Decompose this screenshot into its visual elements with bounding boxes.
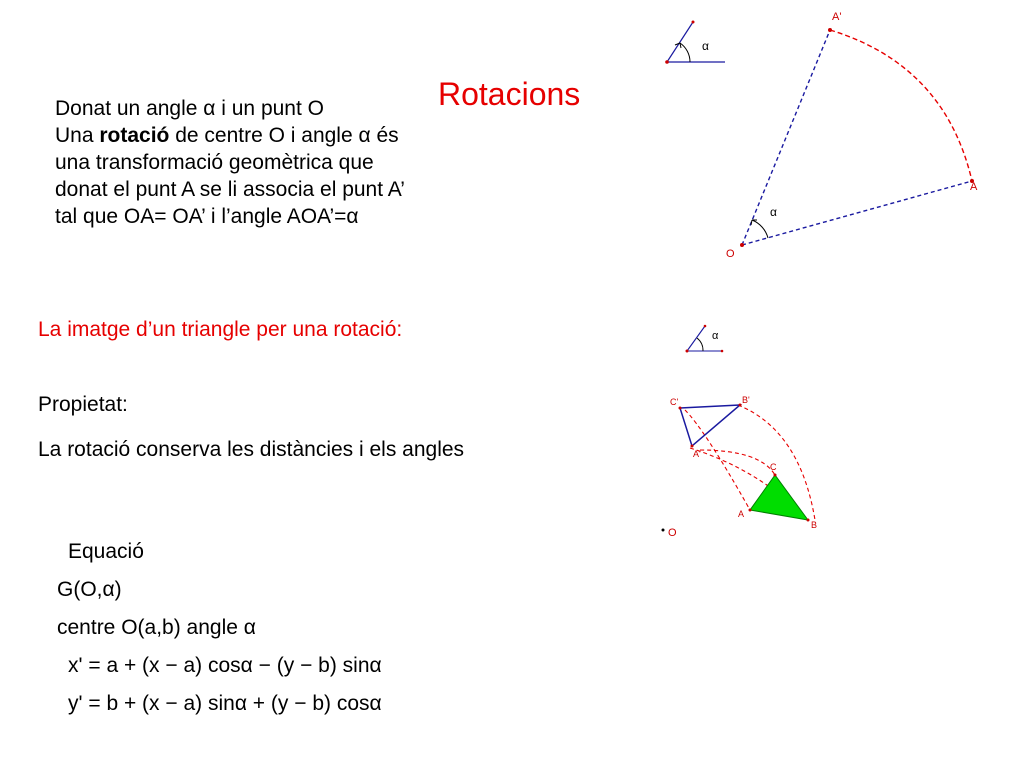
alpha-label-ref: α	[702, 39, 709, 53]
alpha-label-O: α	[770, 205, 777, 219]
equation-heading: Equació	[68, 540, 144, 563]
label-C: C	[770, 462, 777, 472]
label-O-triangle: O	[668, 527, 677, 539]
label-A-prime: A'	[832, 11, 842, 23]
label-A-prime-triangle: A'	[693, 449, 701, 459]
centre-line: centre O(a,b) angle α	[57, 616, 256, 639]
arc-C	[700, 450, 775, 475]
label-O: O	[726, 248, 735, 260]
definition-line-2: Una rotació de centre O i angle α és	[55, 124, 399, 147]
definition-line-5: tal que OA= OA’ i l’angle AOA’=α	[55, 205, 359, 228]
label-C-prime: C'	[670, 397, 679, 407]
definition-bold-term: rotació	[99, 124, 170, 147]
triangle-heading: La imatge d’un triangle per una rotació:	[38, 318, 403, 341]
equation-line-1: x' = a + (x − a) cosα − (y − b) sinα	[68, 654, 382, 677]
label-A-triangle: A	[738, 509, 745, 519]
triangle-original	[750, 475, 808, 520]
equation-line-2: y' = b + (x − a) sinα + (y − b) cosα	[68, 692, 382, 715]
point-O-triangle	[662, 529, 665, 532]
definition-line-4: donat el punt A se li associa el punt A’	[55, 178, 405, 201]
label-B: B	[811, 520, 818, 530]
label-A: A	[970, 181, 978, 193]
property-heading: Propietat:	[38, 393, 128, 416]
svg-text:α: α	[712, 330, 719, 342]
angle-reference-triangle	[686, 325, 724, 353]
page-title: Rotacions	[438, 76, 581, 112]
label-B-prime: B'	[742, 395, 750, 405]
definition-line-3: una transformació geomètrica que	[55, 151, 374, 174]
property-text: La rotació conserva les distàncies i els angles	[38, 438, 465, 461]
rotation-notation: G(O,α)	[57, 578, 122, 601]
triangle-image	[680, 405, 740, 446]
definition-line-1: Donat un angle α i un punt O	[55, 97, 324, 120]
